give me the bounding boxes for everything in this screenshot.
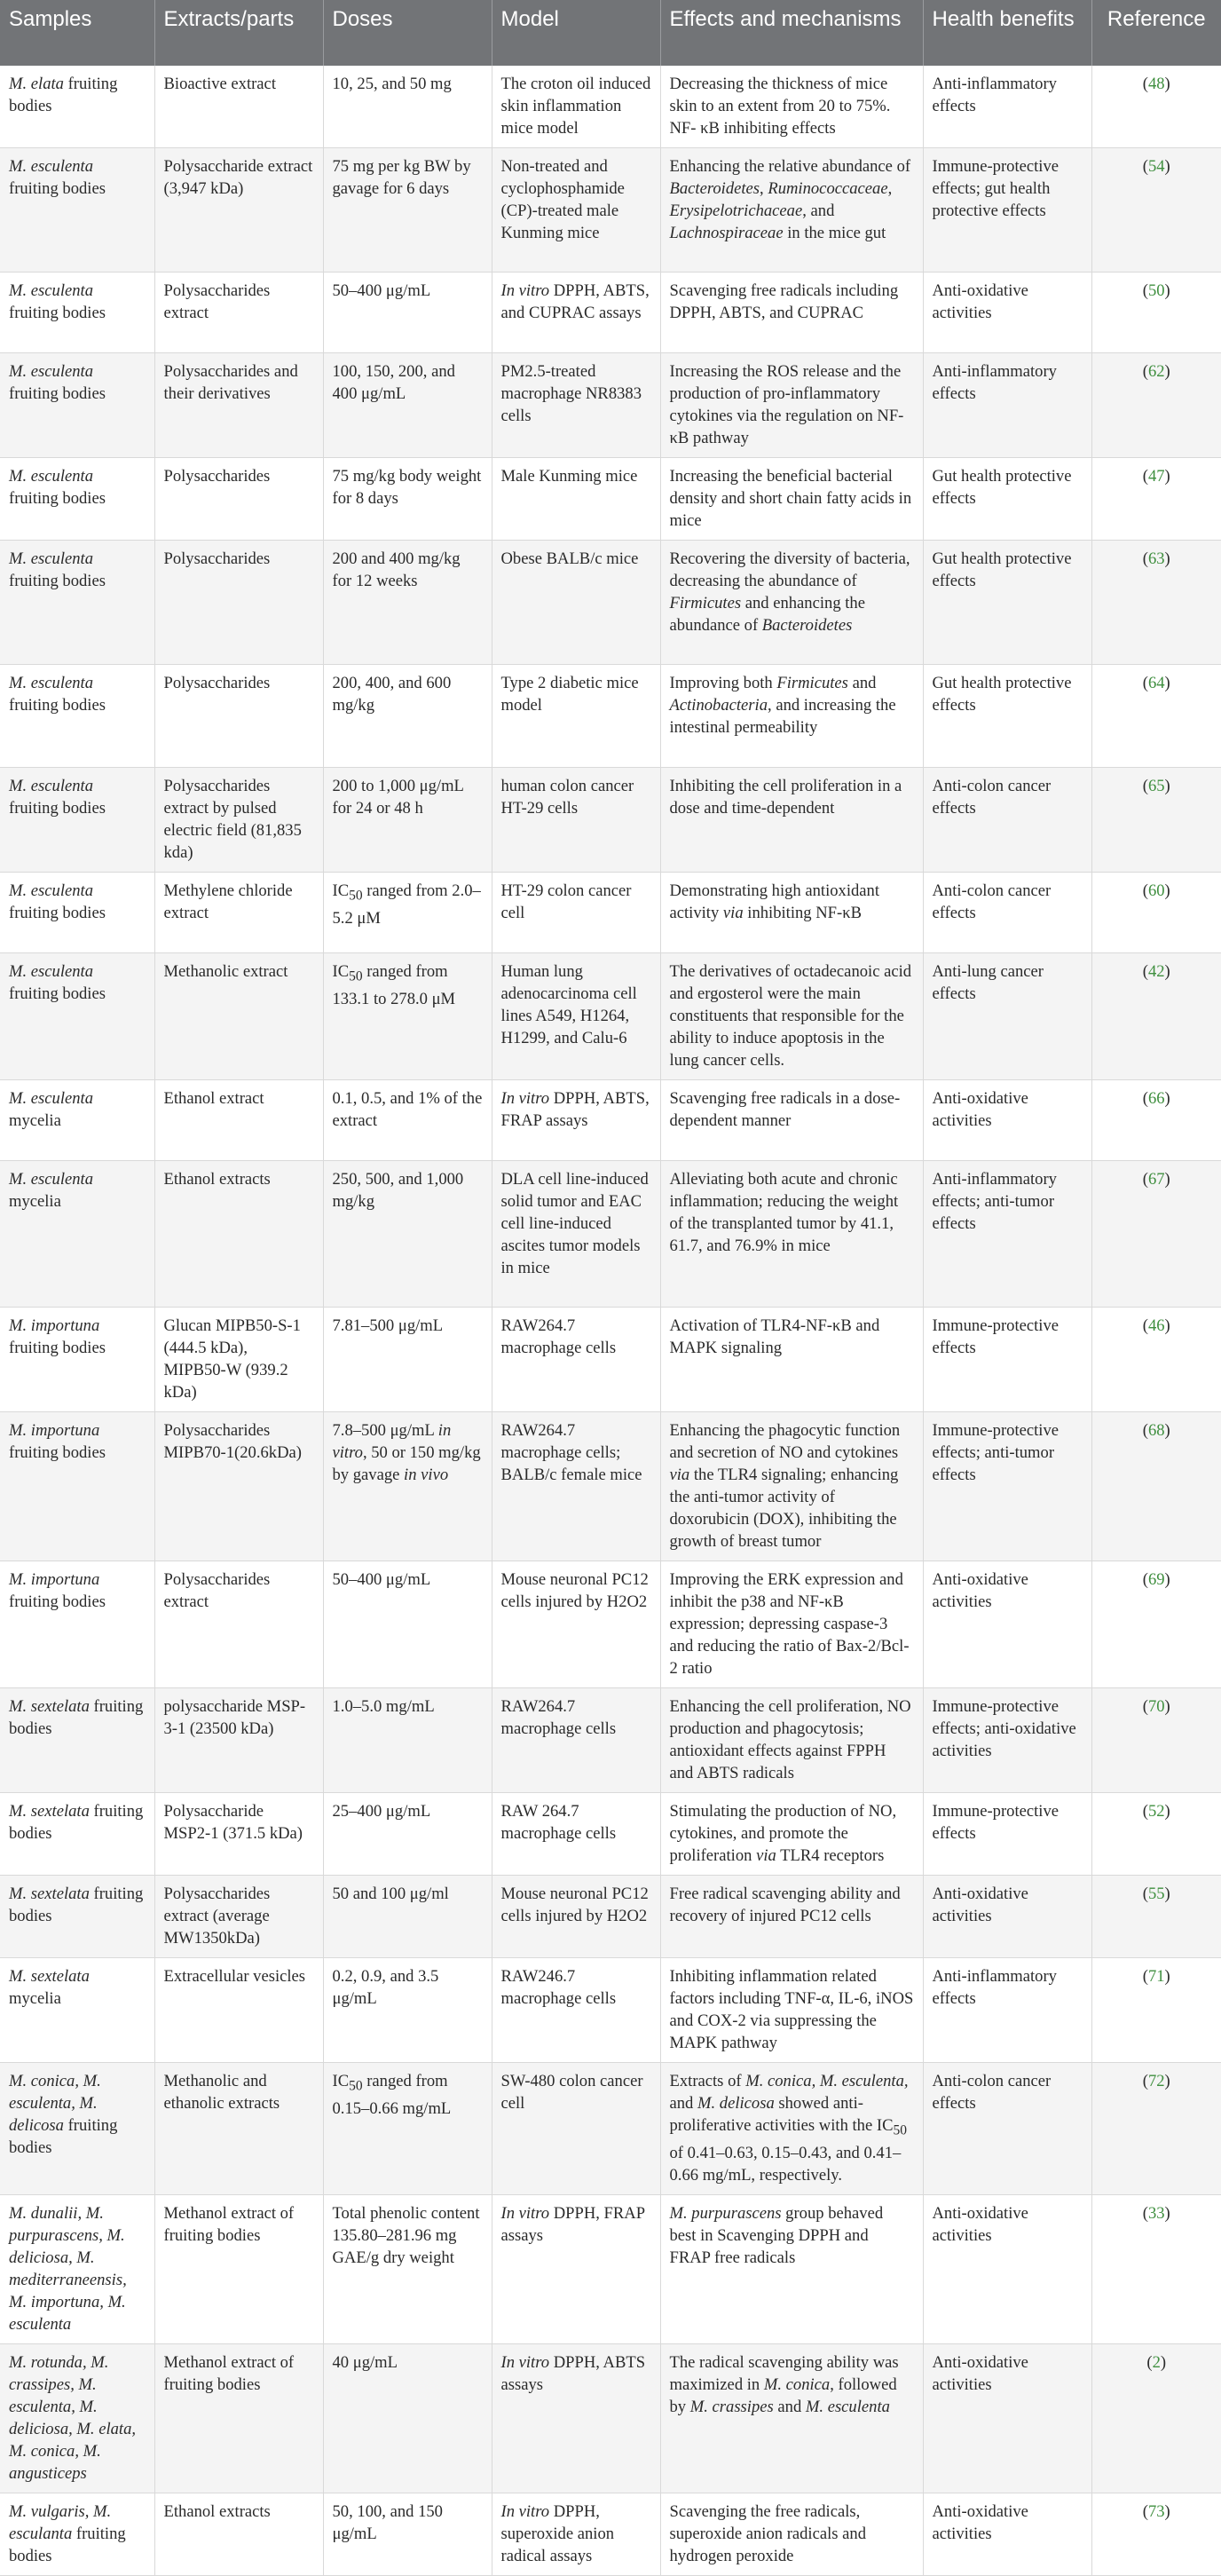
cell-doses: 200, 400, and 600 mg/kg (323, 665, 492, 768)
cell-model: PM2.5-treated macrophage NR8383 cells (492, 353, 660, 458)
cell-model: In vitro DPPH, ABTS assays (492, 2343, 660, 2493)
header-effects-mechanisms: Effects and mechanisms (660, 0, 923, 66)
header-reference: Reference (1091, 0, 1221, 66)
cell-reference (1091, 1412, 1221, 1561)
cell-effects-mechanisms: Scavenging the free radicals, superoxide anion radicals and hydrogen peroxide (660, 2493, 923, 2575)
cell-effects-mechanisms: The radical scavenging ability was maximized in M. conica, followed by M. crassipes and M. esculenta (660, 2343, 923, 2493)
cell-extracts-parts: Ethanol extract (154, 1080, 323, 1161)
cell-effects-mechanisms: Free radical scavenging ability and recovery of injured PC12 cells (660, 1876, 923, 1958)
cell-health-benefits: Immune-protective effects; anti-oxidative activities (923, 1688, 1091, 1793)
cell-doses: 200 to 1,000 μg/mL for 24 or 48 h (323, 768, 492, 873)
cell-health-benefits: Anti-colon cancer effects (923, 768, 1091, 873)
cell-reference (1091, 2063, 1221, 2195)
cell-reference (1091, 148, 1221, 273)
cell-model: RAW264.7 macrophage cells (492, 1308, 660, 1412)
cell-samples: M. esculenta fruiting bodies (0, 768, 154, 873)
table-row (0, 873, 1221, 953)
cell-extracts-parts: Polysaccharides extract (average MW1350kDa) (154, 1876, 323, 1958)
cell-extracts-parts: Polysaccharides (154, 665, 323, 768)
cell-effects-mechanisms: Stimulating the production of NO, cytokines, and promote the proliferation via TLR4 receptors (660, 1793, 923, 1876)
cell-model: Non-treated and cyclophosphamide (CP)-treated male Kunming mice (492, 148, 660, 273)
table-row (0, 458, 1221, 541)
reference-link[interactable]: ( 47 ) (1143, 467, 1170, 486)
cell-model: HT-29 colon cancer cell (492, 873, 660, 953)
cell-doses: 75 mg/kg body weight for 8 days (323, 458, 492, 541)
cell-samples: M. elata fruiting bodies (0, 66, 154, 148)
cell-samples: M. esculenta fruiting bodies (0, 665, 154, 768)
cell-health-benefits: Anti-inflammatory effects (923, 1958, 1091, 2063)
reference-link[interactable]: ( 42 ) (1143, 962, 1170, 981)
cell-doses: 100, 150, 200, and 400 μg/mL (323, 353, 492, 458)
cell-health-benefits: Anti-oxidative activities (923, 1876, 1091, 1958)
cell-reference (1091, 66, 1221, 148)
cell-effects-mechanisms: Demonstrating high antioxidant activity via inhibiting NF-κB (660, 873, 923, 953)
reference-link[interactable]: ( 46 ) (1143, 1316, 1170, 1335)
cell-health-benefits: Gut health protective effects (923, 541, 1091, 665)
cell-reference (1091, 2343, 1221, 2493)
cell-reference (1091, 665, 1221, 768)
cell-model: In vitro DPPH, ABTS, FRAP assays (492, 1080, 660, 1161)
reference-link[interactable]: ( 52 ) (1143, 1802, 1170, 1821)
cell-model: RAW264.7 macrophage cells; BALB/c female mice (492, 1412, 660, 1561)
reference-link[interactable]: ( 54 ) (1143, 157, 1170, 176)
cell-samples: M. importuna fruiting bodies (0, 1308, 154, 1412)
cell-model: Male Kunming mice (492, 458, 660, 541)
cell-effects-mechanisms: The derivatives of octadecanoic acid and ergosterol were the main constituents that responsible for the ability to induce apoptosis in the lung cancer cells. (660, 953, 923, 1080)
cell-extracts-parts: Glucan MIPB50-S-1 (444.5 kDa), MIPB50-W (939.2 kDa) (154, 1308, 323, 1412)
cell-samples: M. sextelata fruiting bodies (0, 1688, 154, 1793)
cell-health-benefits: Immune-protective effects (923, 1793, 1091, 1876)
cell-health-benefits: Gut health protective effects (923, 458, 1091, 541)
table-row (0, 66, 1221, 148)
cell-reference (1091, 873, 1221, 953)
reference-link[interactable]: ( 66 ) (1143, 1089, 1170, 1108)
cell-health-benefits: Anti-oxidative activities (923, 2343, 1091, 2493)
cell-doses: 50–400 μg/mL (323, 273, 492, 353)
cell-extracts-parts: Polysaccharides extract by pulsed electric field (81,835 kda) (154, 768, 323, 873)
reference-link[interactable]: ( 64 ) (1143, 674, 1170, 692)
cell-doses: 40 μg/mL (323, 2343, 492, 2493)
cell-reference (1091, 1688, 1221, 1793)
cell-samples: M. sextelata fruiting bodies (0, 1876, 154, 1958)
cell-samples: M. conica, M. esculenta, M. delicosa fruiting bodies (0, 2063, 154, 2195)
reference-link[interactable]: ( 72 ) (1143, 2072, 1170, 2090)
cell-model: Obese BALB/c mice (492, 541, 660, 665)
cell-samples: M. sextelata mycelia (0, 1958, 154, 2063)
table-row (0, 1958, 1221, 2063)
cell-health-benefits: Gut health protective effects (923, 665, 1091, 768)
cell-samples: M. esculenta fruiting bodies (0, 458, 154, 541)
cell-extracts-parts: Polysaccharides extract (154, 273, 323, 353)
cell-health-benefits: Anti-inflammatory effects; anti-tumor effects (923, 1161, 1091, 1308)
table-row (0, 541, 1221, 665)
cell-reference (1091, 2493, 1221, 2575)
reference-link[interactable]: ( 73 ) (1143, 2502, 1170, 2521)
cell-reference (1091, 2194, 1221, 2343)
table-row (0, 1161, 1221, 1308)
cell-model: Type 2 diabetic mice model (492, 665, 660, 768)
header-health-benefits: Health benefits (923, 0, 1091, 66)
cell-effects-mechanisms: Scavenging free radicals including DPPH, ABTS, and CUPRAC (660, 273, 923, 353)
cell-reference (1091, 1958, 1221, 2063)
table-row (0, 768, 1221, 873)
cell-health-benefits: Anti-oxidative activities (923, 2493, 1091, 2575)
reference-link[interactable]: ( 68 ) (1143, 1421, 1170, 1440)
cell-samples: M. importuna fruiting bodies (0, 1412, 154, 1561)
cell-doses: $IC_{50}$ ranged from 0.15–0.66 mg/mL (323, 2063, 492, 2195)
table-row (0, 273, 1221, 353)
cell-doses: 0.1, 0.5, and 1% of the extract (323, 1080, 492, 1161)
cell-reference (1091, 1161, 1221, 1308)
cell-effects-mechanisms: Activation of TLR4-NF-κB and MAPK signaling (660, 1308, 923, 1412)
cell-effects-mechanisms: Alleviating both acute and chronic inflammation; reducing the weight of the transplanted tumor by 41.1, 61.7, and 76.9% in mice (660, 1161, 923, 1308)
cell-extracts-parts: Methanol extract of fruiting bodies (154, 2194, 323, 2343)
cell-health-benefits: Anti-oxidative activities (923, 1080, 1091, 1161)
table-row (0, 953, 1221, 1080)
reference-link[interactable]: ( 48 ) (1143, 75, 1170, 93)
cell-effects-mechanisms: Enhancing the phagocytic function and secretion of NO and cytokines via the TLR4 signaling; enhancing the anti-tumor activity of doxorubicin (DOX), inhibiting the growth of breast tumor (660, 1412, 923, 1561)
cell-extracts-parts: Methanol extract of fruiting bodies (154, 2343, 323, 2493)
cell-samples: M. rotunda, M. crassipes, M. esculenta, M. deliciosa, M. elata, M. conica, M. angusticeps (0, 2343, 154, 2493)
cell-extracts-parts: Methanolic extract (154, 953, 323, 1080)
cell-effects-mechanisms: Improving the ERK expression and inhibit the p38 and NF-κB expression; depressing caspase-3 and reducing the ratio of Bax-2/Bcl-2 ratio (660, 1561, 923, 1688)
cell-samples: M. importuna fruiting bodies (0, 1561, 154, 1688)
cell-doses: 0.2, 0.9, and 3.5 μg/mL (323, 1958, 492, 2063)
cell-extracts-parts: Polysaccharide extract (3,947 kDa) (154, 148, 323, 273)
cell-extracts-parts: Bioactive extract (154, 66, 323, 148)
cell-health-benefits: Immune-protective effects; gut health protective effects (923, 148, 1091, 273)
cell-model: DLA cell line-induced solid tumor and EAC cell line-induced ascites tumor models in mice (492, 1161, 660, 1308)
cell-doses: 7.8–500 μg/mL in vitro, 50 or 150 mg/kg by gavage in vivo (323, 1412, 492, 1561)
cell-doses: $IC_{50}$ ranged from 133.1 to 278.0 μM (323, 953, 492, 1080)
table-row (0, 1876, 1221, 1958)
cell-samples: M. esculenta fruiting bodies (0, 273, 154, 353)
cell-health-benefits: Anti-lung cancer effects (923, 953, 1091, 1080)
cell-model: SW-480 colon cancer cell (492, 2063, 660, 2195)
cell-health-benefits: Anti-colon cancer effects (923, 873, 1091, 953)
reference-link[interactable]: ( 65 ) (1143, 777, 1170, 795)
cell-effects-mechanisms: Inhibiting the cell proliferation in a dose and time-dependent (660, 768, 923, 873)
cell-reference (1091, 1561, 1221, 1688)
table-row (0, 2194, 1221, 2343)
cell-effects-mechanisms: Increasing the beneficial bacterial density and short chain fatty acids in mice (660, 458, 923, 541)
table-row (0, 2493, 1221, 2575)
reference-link[interactable]: ( 55 ) (1143, 1885, 1170, 1903)
cell-health-benefits: Anti-inflammatory effects (923, 353, 1091, 458)
cell-doses: 10, 25, and 50 mg (323, 66, 492, 148)
cell-model: In vitro DPPH, superoxide anion radical assays (492, 2493, 660, 2575)
cell-health-benefits: Anti-colon cancer effects (923, 2063, 1091, 2195)
cell-extracts-parts: Polysaccharides extract (154, 1561, 323, 1688)
reference-link[interactable]: ( 67 ) (1143, 1170, 1170, 1189)
cell-samples: M. esculenta mycelia (0, 1161, 154, 1308)
cell-effects-mechanisms: Enhancing the cell proliferation, NO production and phagocytosis; antioxidant effects against FPPH and ABTS radicals (660, 1688, 923, 1793)
reference-link[interactable]: ( 60 ) (1143, 881, 1170, 900)
table-row (0, 1412, 1221, 1561)
cell-samples: M. sextelata fruiting bodies (0, 1793, 154, 1876)
cell-samples: M. dunalii, M. purpurascens, M. deliciosa, M. mediterraneensis, M. importuna, M. esculenta (0, 2194, 154, 2343)
reference-link[interactable]: ( 50 ) (1143, 281, 1170, 300)
cell-reference (1091, 1308, 1221, 1412)
cell-health-benefits: Anti-oxidative activities (923, 1561, 1091, 1688)
cell-model: Mouse neuronal PC12 cells injured by H2O2 (492, 1561, 660, 1688)
cell-reference (1091, 1080, 1221, 1161)
cell-effects-mechanisms: Recovering the diversity of bacteria, decreasing the abundance of Firmicutes and enhancing the abundance of Bacteroidetes (660, 541, 923, 665)
reference-link[interactable]: ( 62 ) (1143, 362, 1170, 381)
reference-link[interactable]: ( 33 ) (1143, 2204, 1170, 2223)
table-row (0, 1793, 1221, 1876)
cell-reference (1091, 541, 1221, 665)
cell-extracts-parts: Ethanol extracts (154, 2493, 323, 2575)
table-row (0, 1561, 1221, 1688)
cell-extracts-parts: Extracellular vesicles (154, 1958, 323, 2063)
cell-extracts-parts: Polysaccharides MIPB70-1(20.6kDa) (154, 1412, 323, 1561)
reference-link[interactable]: ( 2 ) (1146, 2353, 1166, 2372)
cell-reference (1091, 353, 1221, 458)
table-row (0, 2343, 1221, 2493)
cell-effects-mechanisms: Scavenging free radicals in a dose-dependent manner (660, 1080, 923, 1161)
cell-effects-mechanisms: Improving both Firmicutes and Actinobacteria, and increasing the intestinal permeability (660, 665, 923, 768)
cell-effects-mechanisms: Extracts of M. conica, M. esculenta, and M. delicosa showed anti-proliferative activities with the $IC_{50}$ of 0.41–0.63, 0.15–0.43, and 0.41–0.66 mg/mL, respectively. (660, 2063, 923, 2195)
cell-doses: 75 mg per kg BW by gavage for 6 days (323, 148, 492, 273)
table-body (0, 66, 1221, 2575)
cell-model: RAW246.7 macrophage cells (492, 1958, 660, 2063)
cell-health-benefits: Immune-protective effects; anti-tumor effects (923, 1412, 1091, 1561)
table-row (0, 1688, 1221, 1793)
cell-doses: 250, 500, and 1,000 mg/kg (323, 1161, 492, 1308)
cell-model: RAW 264.7 macrophage cells (492, 1793, 660, 1876)
cell-extracts-parts: Polysaccharides (154, 458, 323, 541)
cell-reference (1091, 1793, 1221, 1876)
cell-health-benefits: Anti-inflammatory effects (923, 66, 1091, 148)
cell-model: In vitro DPPH, ABTS, and CUPRAC assays (492, 273, 660, 353)
reference-link[interactable]: ( 70 ) (1143, 1697, 1170, 1716)
cell-health-benefits: Immune-protective effects (923, 1308, 1091, 1412)
cell-extracts-parts: Polysaccharides and their derivatives (154, 353, 323, 458)
cell-effects-mechanisms: Inhibiting inflammation related factors including TNF-α, IL-6, iNOS and COX-2 via suppressing the MAPK pathway (660, 1958, 923, 2063)
reference-link[interactable]: ( 69 ) (1143, 1570, 1170, 1589)
table-row (0, 1308, 1221, 1412)
cell-model: The croton oil induced skin inflammation mice model (492, 66, 660, 148)
header-model: Model (492, 0, 660, 66)
cell-reference (1091, 953, 1221, 1080)
cell-effects-mechanisms: Enhancing the relative abundance of Bacteroidetes, Ruminococcaceae, Erysipelotrichaceae, and Lachnospiraceae in the mice gut (660, 148, 923, 273)
table-row (0, 353, 1221, 458)
cell-doses: 50, 100, and 150 μg/mL (323, 2493, 492, 2575)
cell-samples: M. vulgaris, M. esculanta fruiting bodies (0, 2493, 154, 2575)
table-row (0, 148, 1221, 273)
table-row (0, 665, 1221, 768)
cell-effects-mechanisms: Decreasing the thickness of mice skin to an extent from 20 to 75%. NF- κB inhibiting effects (660, 66, 923, 148)
cell-reference (1091, 273, 1221, 353)
cell-doses: 25–400 μg/mL (323, 1793, 492, 1876)
header-doses: Doses (323, 0, 492, 66)
cell-samples: M. esculenta fruiting bodies (0, 953, 154, 1080)
cell-samples: M. esculenta fruiting bodies (0, 873, 154, 953)
cell-extracts-parts: Methylene chloride extract (154, 873, 323, 953)
cell-doses: 200 and 400 mg/kg for 12 weeks (323, 541, 492, 665)
cell-samples: M. esculenta fruiting bodies (0, 353, 154, 458)
cell-health-benefits: Anti-oxidative activities (923, 273, 1091, 353)
reference-link[interactable]: ( 63 ) (1143, 549, 1170, 568)
cell-model: Mouse neuronal PC12 cells injured by H2O2 (492, 1876, 660, 1958)
cell-doses: 50 and 100 μg/ml (323, 1876, 492, 1958)
cell-samples: M. esculenta fruiting bodies (0, 541, 154, 665)
cell-extracts-parts: Methanolic and ethanolic extracts (154, 2063, 323, 2195)
reference-link[interactable]: ( 71 ) (1143, 1967, 1170, 1986)
cell-model: human colon cancer HT-29 cells (492, 768, 660, 873)
cell-samples: M. esculenta fruiting bodies (0, 148, 154, 273)
cell-doses: 50–400 μg/mL (323, 1561, 492, 1688)
table-header-row (0, 0, 1221, 66)
cell-reference (1091, 768, 1221, 873)
cell-doses: 7.81–500 μg/mL (323, 1308, 492, 1412)
header-samples: Samples (0, 0, 154, 66)
cell-reference (1091, 1876, 1221, 1958)
cell-doses: 1.0–5.0 mg/mL (323, 1688, 492, 1793)
cell-model: In vitro DPPH, FRAP assays (492, 2194, 660, 2343)
cell-extracts-parts: Polysaccharides (154, 541, 323, 665)
cell-model: RAW264.7 macrophage cells (492, 1688, 660, 1793)
cell-doses: $IC_{50}$ ranged from 2.0–5.2 μM (323, 873, 492, 953)
cell-effects-mechanisms: M. purpurascens group behaved best in Scavenging DPPH and FRAP free radicals (660, 2194, 923, 2343)
header-extracts-parts: Extracts/parts (154, 0, 323, 66)
cell-extracts-parts: polysaccharide MSP-3-1 (23500 kDa) (154, 1688, 323, 1793)
cell-reference (1091, 458, 1221, 541)
cell-extracts-parts: Ethanol extracts (154, 1161, 323, 1308)
cell-doses: Total phenolic content 135.80–281.96 mg GAE/g dry weight (323, 2194, 492, 2343)
table-row (0, 1080, 1221, 1161)
table-row (0, 2063, 1221, 2195)
cell-samples: M. esculenta mycelia (0, 1080, 154, 1161)
cell-model: Human lung adenocarcinoma cell lines A549, H1264, H1299, and Calu-6 (492, 953, 660, 1080)
cell-extracts-parts: Polysaccharide MSP2-1 (371.5 kDa) (154, 1793, 323, 1876)
cell-health-benefits: Anti-oxidative activities (923, 2194, 1091, 2343)
cell-effects-mechanisms: Increasing the ROS release and the production of pro-inflammatory cytokines via the regulation on NF- κB pathway (660, 353, 923, 458)
